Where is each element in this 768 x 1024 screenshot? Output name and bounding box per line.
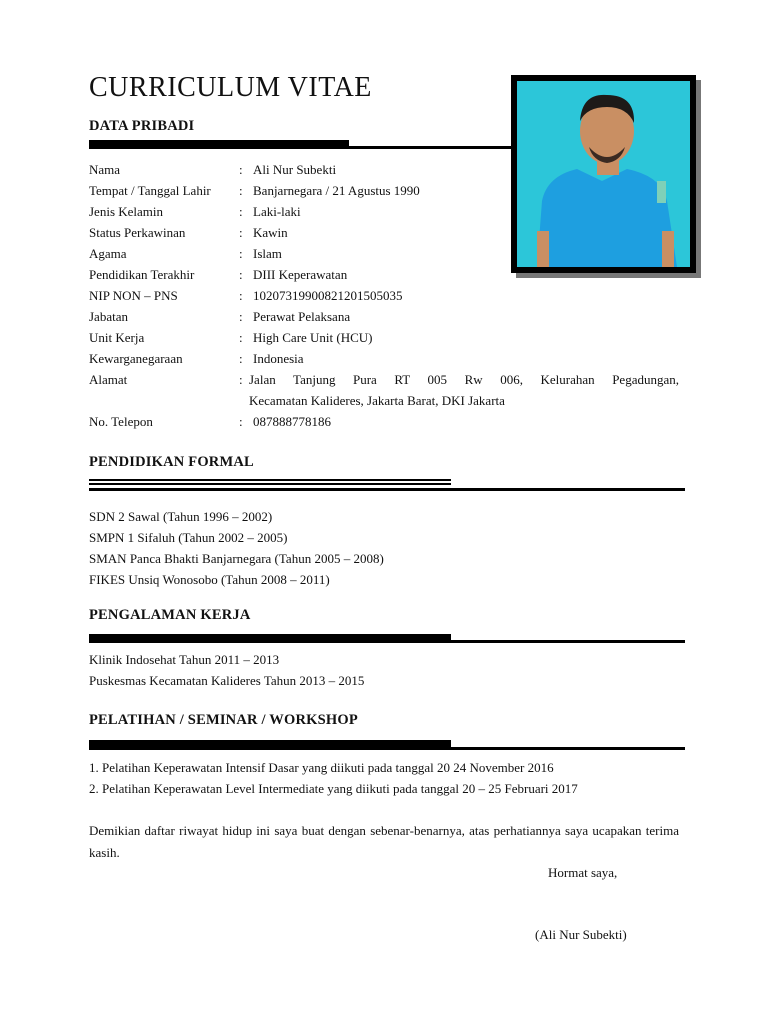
divider-thin: [89, 640, 685, 643]
education-item: SMPN 1 Sifaluh (Tahun 2002 – 2005): [89, 530, 288, 545]
divider-thin: [89, 146, 514, 149]
experience-item: Puskesmas Kecamatan Kalideres Tahun 2013 – 2015: [89, 673, 365, 688]
education-item: FIKES Unsiq Wonosobo (Tahun 2008 – 2011): [89, 572, 330, 587]
section-heading-data-pribadi: DATA PRIBADI: [89, 118, 195, 134]
section-heading-pendidikan: PENDIDIKAN FORMAL: [89, 454, 254, 470]
experience-item: Klinik Indosehat Tahun 2011 – 2013: [89, 652, 280, 667]
page-title: CURRICULUM VITAE: [89, 72, 372, 103]
section-heading-pengalaman: PENGALAMAN KERJA: [89, 607, 251, 623]
training-item: 1. Pelatihan Keperawatan Intensif Dasar yang diikuti pada tanggal 20 24 November 2016: [89, 760, 554, 775]
closing-greeting: Hormat saya,: [548, 865, 618, 880]
education-item: SMAN Panca Bhakti Banjarnegara (Tahun 2005 – 2008): [89, 551, 384, 566]
divider-thick: [89, 483, 451, 485]
divider-thin: [89, 747, 685, 750]
signature-name: (Ali Nur Subekti): [535, 927, 627, 942]
training-item: 2. Pelatihan Keperawatan Level Intermediate yang diikuti pada tanggal 20 – 25 Februari 2017: [89, 781, 578, 796]
divider-thin: [89, 488, 685, 491]
education-item: SDN 2 Sawal (Tahun 1996 – 2002): [89, 509, 273, 524]
divider-thick: [89, 479, 451, 481]
closing-paragraph: Demikian daftar riwayat hidup ini saya buat dengan sebenar-benarnya, atas perhatiannya saya ucapakan terima kasih.: [89, 823, 679, 860]
section-heading-pelatihan: PELATIHAN / SEMINAR / WORKSHOP: [89, 712, 358, 728]
personal-row-address: Alamat : Jalan Tanjung Pura RT 005 Rw 006, Kelurahan Pegadungan,: [89, 372, 679, 387]
profile-photo: [511, 75, 696, 273]
